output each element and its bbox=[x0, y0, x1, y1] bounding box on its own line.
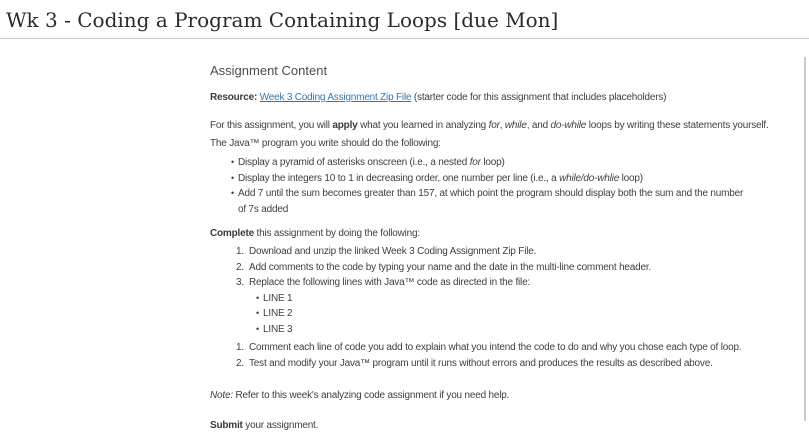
submit-instruction: Submit your assignment. bbox=[210, 420, 319, 431]
list-item: • LINE 2 bbox=[249, 306, 790, 322]
intro-paragraph bbox=[210, 117, 790, 153]
steps-list-1 bbox=[210, 244, 790, 337]
resource-line: Resource: Week 3 Coding Assignment Zip File (starter code for this assignment that includes placeholders) bbox=[210, 92, 667, 103]
intro-line-1: For this assignment, you will apply what you learned in analyzing for, while, and do-while loops by writing these statements yourself. bbox=[210, 120, 769, 131]
list-item: • Display the integers 10 to 1 in decreasing order, one number per line (i.e., a while/do-whlie loop) bbox=[210, 171, 745, 187]
complete-instruction: Complete this assignment by doing the following: bbox=[210, 228, 420, 239]
intro-line-2: The Java™ program you write should do the following: bbox=[210, 138, 441, 149]
list-item: • Display a pyramid of asterisks onscreen (i.e., a nested for loop) bbox=[210, 155, 745, 171]
program-requirements-list bbox=[210, 155, 790, 217]
right-panel-divider bbox=[804, 57, 806, 421]
list-item: Download and unzip the linked Week 3 Coding Assignment Zip File. bbox=[249, 246, 537, 257]
note-line: Note: Refer to this week's analyzing code assignment if you need help. bbox=[210, 390, 510, 401]
list-item: Test and modify your Java™ program until it runs without errors and produces the results as described above. bbox=[249, 357, 713, 369]
page-header bbox=[0, 0, 809, 33]
list-item: • LINE 3 bbox=[249, 322, 790, 338]
steps-list-2 bbox=[210, 340, 790, 371]
assignment-content-panel bbox=[210, 63, 790, 433]
header-divider bbox=[0, 38, 809, 39]
list-item: Add comments to the code by typing your name and the date in the multi-line comment header. bbox=[249, 261, 652, 273]
list-item: • LINE 1 bbox=[249, 291, 790, 307]
list-item: • Add 7 until the sum becomes greater than 157, at which point the program should display both the sum and the number of 7s added bbox=[210, 186, 745, 217]
step-text: Replace the following lines with Java™ code as directed in the file: bbox=[249, 277, 531, 288]
line-placeholder-list bbox=[249, 291, 790, 338]
list-item: Comment each line of code you add to explain what you intend the code to do and why you chose each type of loop. bbox=[249, 342, 742, 353]
assignment-content-heading: Assignment Content bbox=[210, 63, 328, 78]
page-title: Wk 3 - Coding a Program Containing Loops [due Mon] bbox=[6, 8, 559, 32]
zip-file-link[interactable]: Week 3 Coding Assignment Zip File bbox=[259, 92, 412, 103]
list-item bbox=[210, 275, 790, 337]
